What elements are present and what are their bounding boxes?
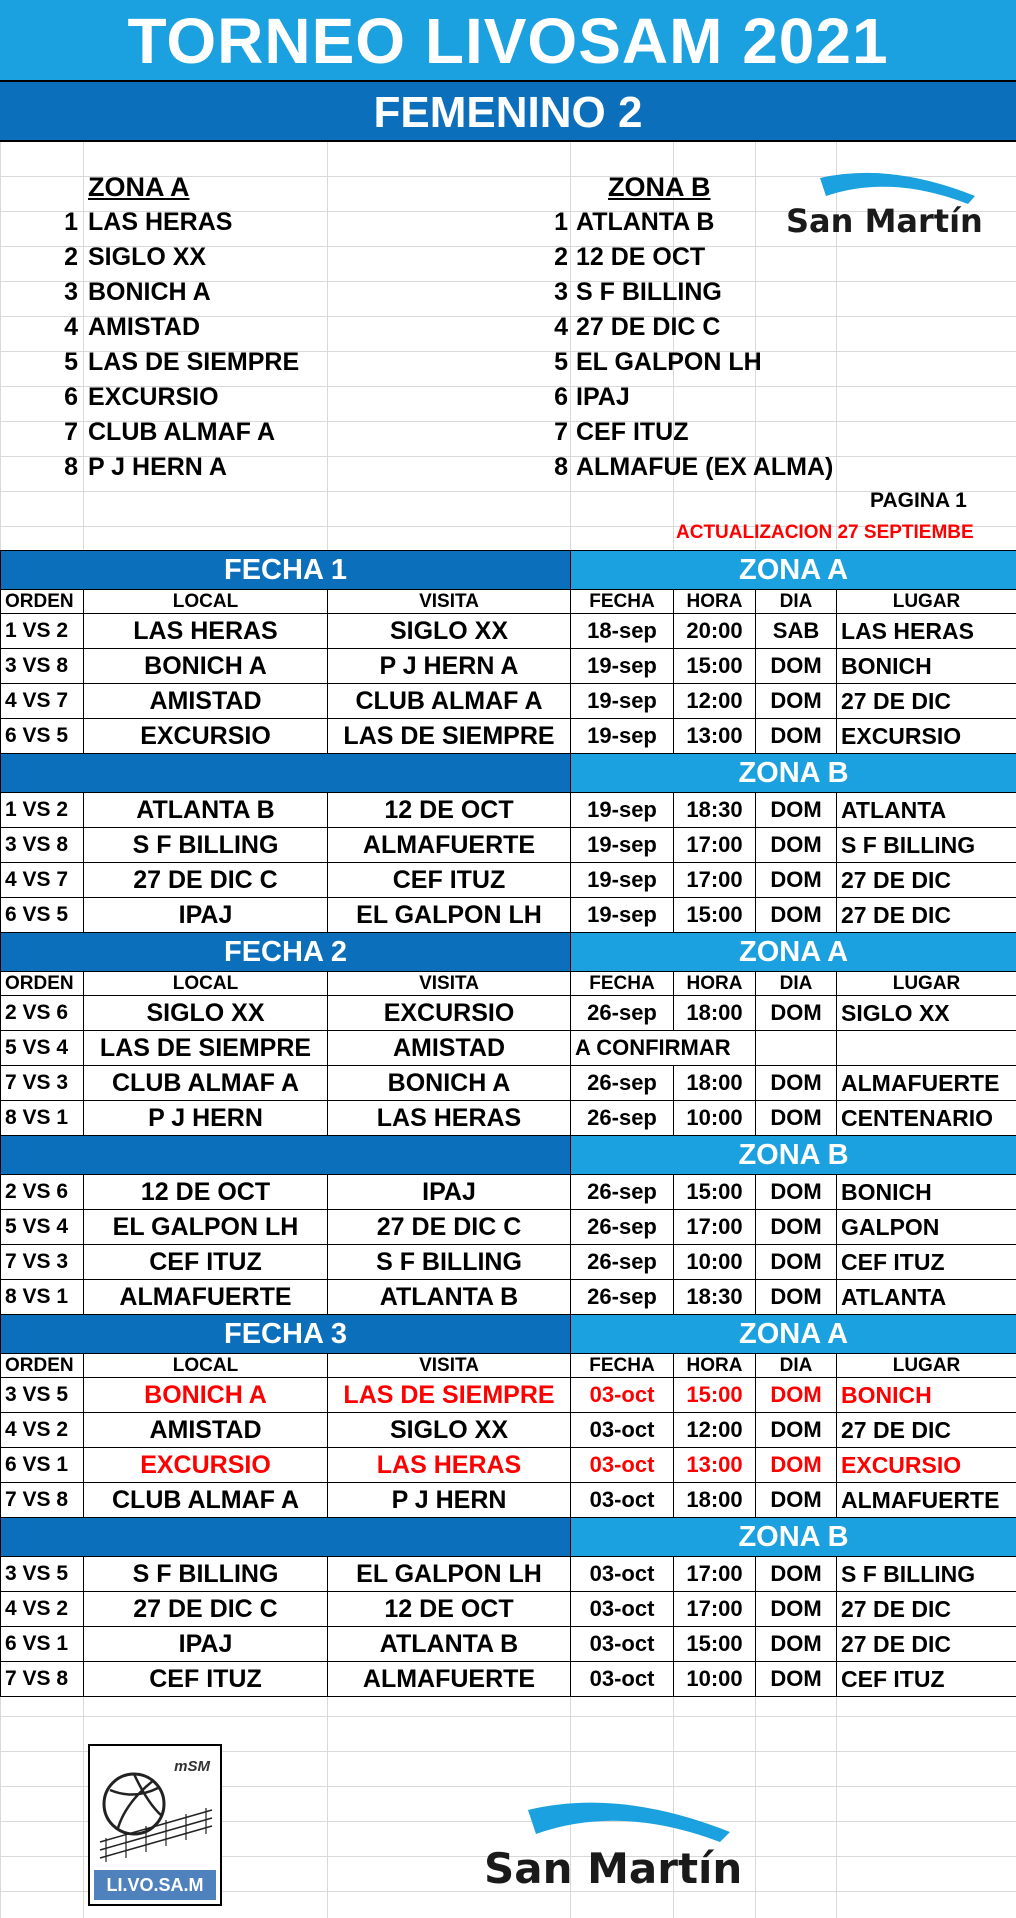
team-number: 1 (64, 208, 78, 236)
team-number: 5 (554, 348, 568, 376)
match-local-team: AMISTAD (84, 1413, 328, 1448)
match-visiting-team: ALMAFUERTE (328, 1662, 571, 1697)
match-row (1, 1175, 1016, 1210)
match-venue: CEF ITUZ (837, 1245, 1016, 1280)
team-name: AMISTAD (88, 313, 201, 341)
section-header-row (1, 1315, 1016, 1354)
match-time: 17:00 (674, 1592, 756, 1627)
match-time: 18:30 (674, 793, 756, 828)
match-row (1, 1413, 1016, 1448)
match-visiting-team: S F BILLING (328, 1245, 571, 1280)
team-number: 8 (64, 453, 78, 481)
match-local-team: EXCURSIO (84, 719, 328, 754)
match-time: 12:00 (674, 1413, 756, 1448)
zone-label: ZONA B (571, 1518, 1016, 1557)
match-visiting-team: ATLANTA B (328, 1280, 571, 1315)
match-venue: 27 DE DIC (837, 1627, 1016, 1662)
match-local-team: ATLANTA B (84, 793, 328, 828)
match-row (1, 898, 1016, 933)
column-header-dia: DIA (756, 972, 837, 996)
match-day: DOM (756, 1592, 837, 1627)
match-day: DOM (756, 1378, 837, 1413)
match-order: 7 VS 3 (1, 1066, 84, 1101)
match-visiting-team: LAS DE SIEMPRE (328, 1378, 571, 1413)
zone-label: ZONA B (571, 754, 1016, 793)
match-day: DOM (756, 1280, 837, 1315)
match-visiting-team: CLUB ALMAF A (328, 684, 571, 719)
match-venue: GALPON (837, 1210, 1016, 1245)
team-number: 6 (554, 383, 568, 411)
match-time: 13:00 (674, 1448, 756, 1483)
match-day: DOM (756, 1483, 837, 1518)
team-number: 7 (64, 418, 78, 446)
zone-b-title: ZONA B (608, 172, 711, 202)
match-order: 5 VS 4 (1, 1031, 84, 1066)
match-row (1, 996, 1016, 1031)
zone-label: ZONA A (571, 1315, 1016, 1354)
fecha-label: FECHA 3 (1, 1315, 571, 1354)
match-local-team: ALMAFUERTE (84, 1280, 328, 1315)
match-time: 18:30 (674, 1280, 756, 1315)
livosam-logo (88, 1744, 222, 1906)
match-day: DOM (756, 1210, 837, 1245)
match-venue: ALMAFUERTE (837, 1066, 1016, 1101)
team-number: 1 (554, 208, 568, 236)
match-local-team: BONICH A (84, 1378, 328, 1413)
san-martin-logo-bottom (480, 1796, 780, 1896)
volleyball-icon (96, 1758, 216, 1868)
team-number: 3 (64, 278, 78, 306)
match-visiting-team: ALMAFUERTE (328, 828, 571, 863)
match-date: 03-oct (571, 1592, 674, 1627)
match-venue: ALMAFUERTE (837, 1483, 1016, 1518)
section-header-row (1, 551, 1016, 590)
match-order: 4 VS 7 (1, 684, 84, 719)
match-order: 2 VS 6 (1, 1175, 84, 1210)
match-visiting-team: EL GALPON LH (328, 898, 571, 933)
match-time: 12:00 (674, 684, 756, 719)
team-name: CLUB ALMAF A (88, 418, 275, 446)
match-order: 6 VS 1 (1, 1627, 84, 1662)
match-venue: EXCURSIO (837, 1448, 1016, 1483)
match-visiting-team: 12 DE OCT (328, 793, 571, 828)
match-venue: BONICH (837, 1378, 1016, 1413)
column-header-orden: ORDEN (1, 1354, 84, 1378)
column-header-fecha: FECHA (571, 1354, 674, 1378)
column-header-orden: ORDEN (1, 590, 84, 614)
column-header-row (1, 972, 1016, 996)
match-time: 13:00 (674, 719, 756, 754)
match-local-team: CLUB ALMAF A (84, 1483, 328, 1518)
match-venue: ATLANTA (837, 1280, 1016, 1315)
match-date: A CONFIRMAR (571, 1031, 756, 1066)
match-date: 26-sep (571, 1175, 674, 1210)
match-order: 1 VS 2 (1, 793, 84, 828)
match-row (1, 1592, 1016, 1627)
team-number: 3 (554, 278, 568, 306)
match-time: 10:00 (674, 1662, 756, 1697)
team-name: LAS DE SIEMPRE (88, 348, 300, 376)
match-day: DOM (756, 898, 837, 933)
section-header-row (1, 933, 1016, 972)
zone-label: ZONA A (571, 933, 1016, 972)
fecha-label: FECHA 1 (1, 551, 571, 590)
match-day: DOM (756, 719, 837, 754)
match-venue: 27 DE DIC (837, 898, 1016, 933)
page-number: PAGINA 1 (870, 489, 967, 512)
logo-brand-text: San Martín (786, 202, 983, 240)
match-time: 15:00 (674, 1378, 756, 1413)
match-venue: 27 DE DIC (837, 1413, 1016, 1448)
column-header-orden: ORDEN (1, 972, 84, 996)
match-day: DOM (756, 1448, 837, 1483)
team-name: P J HERN A (88, 453, 227, 481)
match-local-team: EL GALPON LH (84, 1210, 328, 1245)
match-row (1, 828, 1016, 863)
column-header-fecha: FECHA (571, 972, 674, 996)
column-header-visita: VISITA (328, 590, 571, 614)
match-time: 15:00 (674, 649, 756, 684)
match-time: 17:00 (674, 828, 756, 863)
match-row (1, 1210, 1016, 1245)
match-local-team: CEF ITUZ (84, 1662, 328, 1697)
match-order: 6 VS 1 (1, 1448, 84, 1483)
column-header-fecha: FECHA (571, 590, 674, 614)
match-local-team: 27 DE DIC C (84, 863, 328, 898)
match-date: 26-sep (571, 1101, 674, 1136)
match-order: 5 VS 4 (1, 1210, 84, 1245)
column-header-hora: HORA (674, 1354, 756, 1378)
column-header-lugar: LUGAR (837, 590, 1016, 614)
match-date: 26-sep (571, 1066, 674, 1101)
team-number: 4 (554, 313, 568, 341)
match-date: 19-sep (571, 719, 674, 754)
match-local-team: 27 DE DIC C (84, 1592, 328, 1627)
column-header-row (1, 590, 1016, 614)
match-venue: SIGLO XX (837, 996, 1016, 1031)
match-visiting-team: SIGLO XX (328, 1413, 571, 1448)
match-date: 26-sep (571, 1210, 674, 1245)
schedule-table (0, 550, 1016, 1697)
match-visiting-team: ATLANTA B (328, 1627, 571, 1662)
team-number: 4 (64, 313, 78, 341)
match-date: 19-sep (571, 898, 674, 933)
match-local-team: LAS HERAS (84, 614, 328, 649)
match-local-team: IPAJ (84, 1627, 328, 1662)
match-row (1, 1031, 1016, 1066)
match-venue: BONICH (837, 649, 1016, 684)
match-row (1, 1101, 1016, 1136)
page-subtitle: FEMENINO 2 (0, 80, 1016, 142)
match-row (1, 1483, 1016, 1518)
match-visiting-team: AMISTAD (328, 1031, 571, 1066)
team-name: SIGLO XX (88, 243, 207, 271)
team-name: LAS HERAS (88, 208, 233, 236)
fecha-label: FECHA 2 (1, 933, 571, 972)
column-header-visita: VISITA (328, 972, 571, 996)
match-local-team: BONICH A (84, 649, 328, 684)
match-row (1, 614, 1016, 649)
match-local-team: S F BILLING (84, 828, 328, 863)
match-venue: ATLANTA (837, 793, 1016, 828)
team-number: 2 (554, 243, 568, 271)
match-visiting-team: LAS HERAS (328, 1448, 571, 1483)
column-header-local: LOCAL (84, 590, 328, 614)
match-local-team: CLUB ALMAF A (84, 1066, 328, 1101)
update-note: ACTUALIZACION 27 SEPTIEMBE (676, 522, 974, 543)
match-date: 18-sep (571, 614, 674, 649)
match-venue: LAS HERAS (837, 614, 1016, 649)
match-day: DOM (756, 828, 837, 863)
match-day: DOM (756, 684, 837, 719)
match-visiting-team: P J HERN A (328, 649, 571, 684)
match-visiting-team: SIGLO XX (328, 614, 571, 649)
match-visiting-team: IPAJ (328, 1175, 571, 1210)
match-day: DOM (756, 649, 837, 684)
match-visiting-team: CEF ITUZ (328, 863, 571, 898)
match-date: 26-sep (571, 1280, 674, 1315)
match-day: DOM (756, 1101, 837, 1136)
match-row (1, 863, 1016, 898)
match-local-team: AMISTAD (84, 684, 328, 719)
match-date: 03-oct (571, 1413, 674, 1448)
match-date: 26-sep (571, 996, 674, 1031)
match-order: 3 VS 8 (1, 828, 84, 863)
team-number: 7 (554, 418, 568, 446)
column-header-lugar: LUGAR (837, 972, 1016, 996)
zone-label: ZONA B (571, 1136, 1016, 1175)
team-name: EXCURSIO (88, 383, 219, 411)
team-name: ATLANTA B (576, 208, 715, 236)
match-local-team: IPAJ (84, 898, 328, 933)
match-date: 19-sep (571, 649, 674, 684)
column-header-dia: DIA (756, 590, 837, 614)
match-order: 6 VS 5 (1, 898, 84, 933)
column-header-row (1, 1354, 1016, 1378)
match-order: 2 VS 6 (1, 996, 84, 1031)
column-header-dia: DIA (756, 1354, 837, 1378)
match-day: DOM (756, 1662, 837, 1697)
match-order: 3 VS 5 (1, 1378, 84, 1413)
match-row (1, 1245, 1016, 1280)
match-day: DOM (756, 1557, 837, 1592)
match-row (1, 1662, 1016, 1697)
match-visiting-team: 27 DE DIC C (328, 1210, 571, 1245)
match-order: 7 VS 8 (1, 1483, 84, 1518)
team-number: 6 (64, 383, 78, 411)
match-time: 18:00 (674, 1483, 756, 1518)
match-order: 8 VS 1 (1, 1101, 84, 1136)
page-title: TORNEO LIVOSAM 2021 (0, 0, 1016, 80)
column-header-hora: HORA (674, 972, 756, 996)
match-visiting-team: EXCURSIO (328, 996, 571, 1031)
match-venue: CEF ITUZ (837, 1662, 1016, 1697)
match-date: 03-oct (571, 1448, 674, 1483)
san-martin-logo (780, 168, 1010, 246)
match-venue: 27 DE DIC (837, 863, 1016, 898)
match-order: 3 VS 8 (1, 649, 84, 684)
match-visiting-team: LAS DE SIEMPRE (328, 719, 571, 754)
team-name: 12 DE OCT (576, 243, 706, 271)
team-name: ALMAFUE (EX ALMA) (576, 453, 834, 481)
match-time: 17:00 (674, 863, 756, 898)
match-local-team: SIGLO XX (84, 996, 328, 1031)
match-visiting-team: LAS HERAS (328, 1101, 571, 1136)
match-date: 03-oct (571, 1627, 674, 1662)
team-name: S F BILLING (576, 278, 722, 306)
match-order: 3 VS 5 (1, 1557, 84, 1592)
match-time: 18:00 (674, 1066, 756, 1101)
match-order: 4 VS 2 (1, 1413, 84, 1448)
zone-label: ZONA A (571, 551, 1016, 590)
match-venue: 27 DE DIC (837, 684, 1016, 719)
match-day: SAB (756, 614, 837, 649)
match-local-team: P J HERN (84, 1101, 328, 1136)
match-time: 15:00 (674, 1175, 756, 1210)
match-venue: CENTENARIO (837, 1101, 1016, 1136)
team-number: 8 (554, 453, 568, 481)
team-name: BONICH A (88, 278, 211, 306)
column-header-lugar: LUGAR (837, 1354, 1016, 1378)
match-visiting-team: EL GALPON LH (328, 1557, 571, 1592)
match-visiting-team: BONICH A (328, 1066, 571, 1101)
match-venue: S F BILLING (837, 828, 1016, 863)
column-header-local: LOCAL (84, 1354, 328, 1378)
match-row (1, 1280, 1016, 1315)
livosam-label: LI.VO.SA.M (94, 1870, 216, 1900)
match-row (1, 719, 1016, 754)
match-time: 15:00 (674, 1627, 756, 1662)
match-venue: 27 DE DIC (837, 1592, 1016, 1627)
section-spacer (1, 1518, 571, 1557)
match-row (1, 649, 1016, 684)
match-time: 17:00 (674, 1210, 756, 1245)
match-day (756, 1031, 837, 1066)
match-row (1, 1448, 1016, 1483)
match-row (1, 793, 1016, 828)
section-spacer (1, 754, 571, 793)
match-day: DOM (756, 1627, 837, 1662)
match-local-team: S F BILLING (84, 1557, 328, 1592)
match-date: 19-sep (571, 863, 674, 898)
logo-swoosh-icon (480, 1796, 780, 1846)
match-time: 10:00 (674, 1101, 756, 1136)
match-time: 15:00 (674, 898, 756, 933)
match-date: 19-sep (571, 684, 674, 719)
team-name: 27 DE DIC C (576, 313, 721, 341)
match-time: 17:00 (674, 1557, 756, 1592)
column-header-visita: VISITA (328, 1354, 571, 1378)
match-local-team: CEF ITUZ (84, 1245, 328, 1280)
section-spacer (1, 1136, 571, 1175)
zone-a-title: ZONA A (88, 172, 190, 202)
team-name: IPAJ (576, 383, 630, 411)
match-day: DOM (756, 793, 837, 828)
match-venue: EXCURSIO (837, 719, 1016, 754)
team-number: 2 (64, 243, 78, 271)
match-day: DOM (756, 1245, 837, 1280)
match-time: 10:00 (674, 1245, 756, 1280)
column-header-local: LOCAL (84, 972, 328, 996)
match-order: 8 VS 1 (1, 1280, 84, 1315)
logo-brand-text: San Martín (484, 1844, 743, 1893)
match-visiting-team: P J HERN (328, 1483, 571, 1518)
team-number: 5 (64, 348, 78, 376)
match-order: 6 VS 5 (1, 719, 84, 754)
match-visiting-team: 12 DE OCT (328, 1592, 571, 1627)
team-name: CEF ITUZ (576, 418, 689, 446)
match-date: 03-oct (571, 1557, 674, 1592)
match-day: DOM (756, 1066, 837, 1101)
section-header-row (1, 1136, 1016, 1175)
match-day: DOM (756, 1413, 837, 1448)
match-day: DOM (756, 996, 837, 1031)
match-date: 19-sep (571, 828, 674, 863)
match-time: 18:00 (674, 996, 756, 1031)
match-venue (837, 1031, 1016, 1066)
match-order: 7 VS 3 (1, 1245, 84, 1280)
match-date: 26-sep (571, 1245, 674, 1280)
match-row (1, 1066, 1016, 1101)
match-order: 7 VS 8 (1, 1662, 84, 1697)
match-date: 03-oct (571, 1378, 674, 1413)
match-date: 19-sep (571, 793, 674, 828)
match-date: 03-oct (571, 1483, 674, 1518)
match-row (1, 684, 1016, 719)
match-time: 20:00 (674, 614, 756, 649)
livosam-mark: mSM (174, 1758, 210, 1775)
match-row (1, 1627, 1016, 1662)
match-day: DOM (756, 863, 837, 898)
match-date: 03-oct (571, 1662, 674, 1697)
section-header-row (1, 1518, 1016, 1557)
match-order: 4 VS 7 (1, 863, 84, 898)
column-header-hora: HORA (674, 590, 756, 614)
team-name: EL GALPON LH (576, 348, 762, 376)
match-venue: S F BILLING (837, 1557, 1016, 1592)
match-row (1, 1378, 1016, 1413)
match-row (1, 1557, 1016, 1592)
match-order: 1 VS 2 (1, 614, 84, 649)
match-order: 4 VS 2 (1, 1592, 84, 1627)
match-local-team: LAS DE SIEMPRE (84, 1031, 328, 1066)
section-header-row (1, 754, 1016, 793)
match-local-team: 12 DE OCT (84, 1175, 328, 1210)
match-venue: BONICH (837, 1175, 1016, 1210)
match-day: DOM (756, 1175, 837, 1210)
match-local-team: EXCURSIO (84, 1448, 328, 1483)
